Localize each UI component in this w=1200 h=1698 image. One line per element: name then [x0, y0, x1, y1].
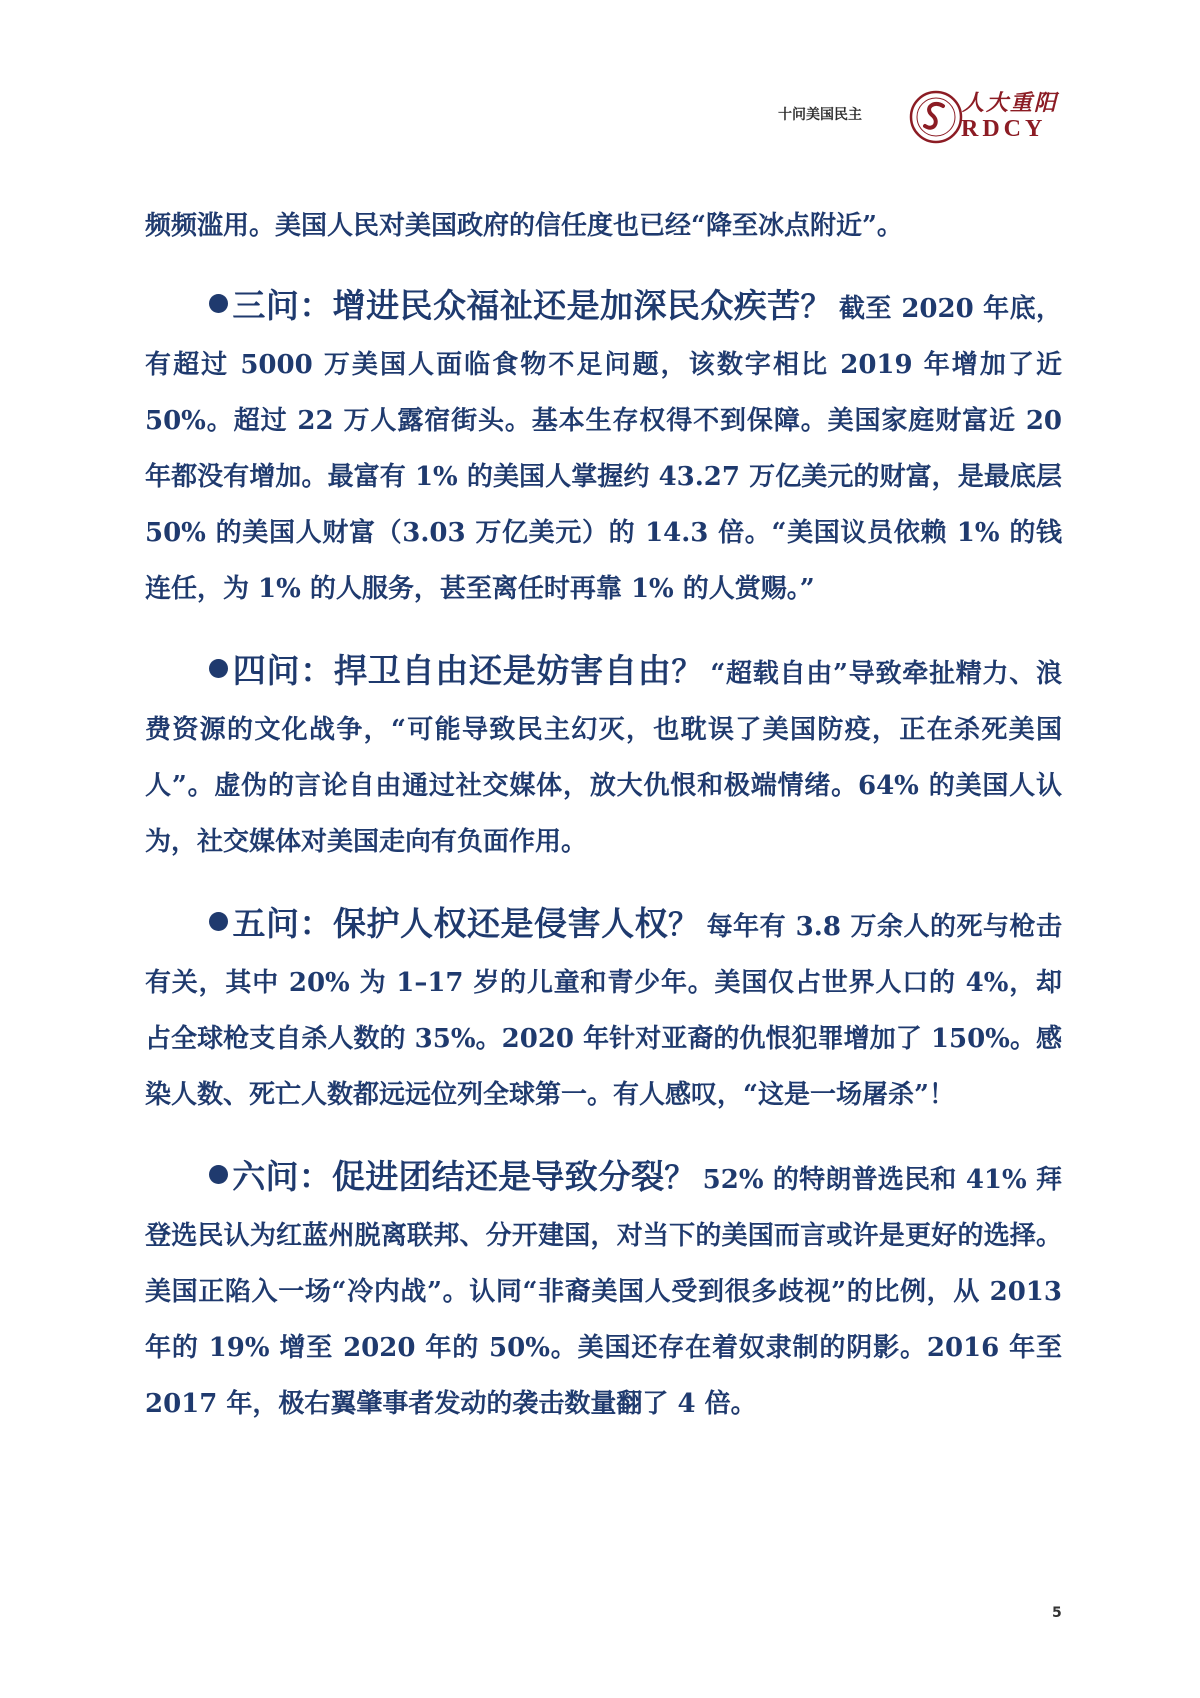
section-heading: 五问：保护人权还是侵害人权: [232, 904, 669, 943]
section-heading: 四问：捍卫自由还是妨害自由: [232, 651, 672, 690]
section-question-5: [145, 896, 1062, 1123]
bullet-icon: [209, 1165, 228, 1184]
question-mark: ？: [800, 290, 832, 325]
bullet-icon: [209, 294, 228, 313]
section-body: 每年有 3.8 万余人的死与枪击有关，其中 20% 为 1–17 岁的儿童和青少年。美国仅占世界人口的 4%，却占全球枪支自杀人数的 35%。2020 年针对亚裔的仇恨犯罪增加了 150%。感染人数、死亡人数都远远位列全球第一。有人感叹，“这是一场屠杀”！: [145, 912, 1063, 1110]
section-body: 截至 2020 年底，有超过 5000 万美国人面临食物不足问题，该数字相比 2019 年增加了近 50%。超过 22 万人露宿街头。基本生存权得不到保障。美国家庭财富近 20 年都没有增加。最富有 1% 的美国人掌握约 43.27 万亿美元的财富，是最底层 50% 的美国人财富（3.03 万亿美元）的 14.3 倍。“美国议员依赖 1% 的钱连任，为 1% 的人服务，甚至离任时再靠 1% 的人赏赐。”: [145, 294, 1063, 604]
section-heading: 六问：促进团结还是导致分裂: [232, 1157, 665, 1196]
logo-chinese-name: 人大重阳: [962, 90, 1059, 116]
section-question-3: [145, 278, 1062, 617]
section-question-4: [145, 643, 1062, 870]
bullet-icon: [209, 912, 228, 931]
question-mark: ？: [671, 655, 703, 690]
question-mark: ？: [668, 908, 699, 943]
rdcy-logo-emblem: [907, 88, 965, 146]
section-body: “超载自由”导致牵扯精力、浪费资源的文化战争，“可能导致民主幻灭，也耽误了美国防疫，正在杀死美国人”。虚伪的言论自由通过社交媒体，放大仇恨和极端情绪。64% 的美国人认为，社交媒体对美国走向有负面作用。: [145, 659, 1063, 857]
logo-english-name: RDCY: [961, 116, 1047, 142]
section-question-6: [145, 1149, 1062, 1432]
section-heading: 三问：增进民众福祉还是加深民众疾苦: [232, 286, 801, 325]
section-body: 52% 的特朗普选民和 41% 拜登选民认为红蓝州脱离联邦、分开建国，对当下的美国而言或许是更好的选择。美国正陷入一场“冷内战”。认同“非裔美国人受到很多歧视”的比例，从 2013 年的 19% 增至 2020 年的 50%。美国还存在着奴隶制的阴影。2016 年至 2017 年，极右翼肇事者发动的袭击数量翻了 4 倍。: [145, 1165, 1063, 1419]
header-title: 十问美国民主: [778, 107, 862, 123]
bullet-icon: [209, 659, 228, 678]
page-header: [0, 82, 1200, 152]
page-number: 5: [1052, 1605, 1062, 1621]
intro-paragraph: 频频滥用。美国人民对美国政府的信任度也已经“降至冰点附近”。: [145, 211, 903, 241]
question-mark: ？: [664, 1161, 695, 1196]
article-body: [145, 198, 1062, 1458]
